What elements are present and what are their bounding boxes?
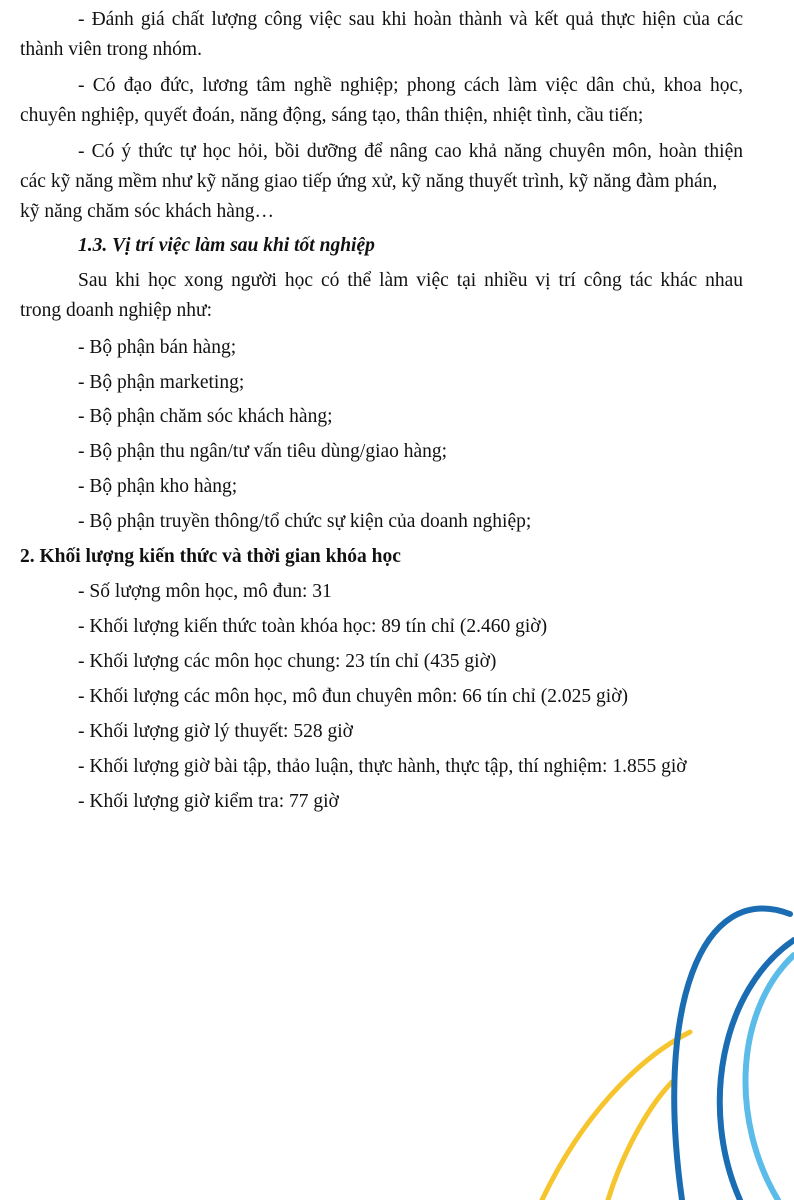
paragraph-line: - Đánh giá chất lượng công việc sau khi hoàn thành và kết quả thực hiện của các — [78, 9, 743, 30]
list-item: - Khối lượng các môn học, mô đun chuyên môn: 66 tín chỉ (2.025 giờ) — [78, 686, 629, 707]
blue-arc-outer — [674, 909, 790, 1200]
list-item: - Bộ phận thu ngân/tư vấn tiêu dùng/giao hàng; — [78, 441, 448, 462]
list-item: - Khối lượng các môn học chung: 23 tín chỉ (435 giờ) — [78, 651, 497, 672]
section-heading: 1.3. Vị trí việc làm sau khi tốt nghiệp — [78, 235, 375, 256]
list-item: - Khối lượng giờ kiểm tra: 77 giờ — [78, 791, 339, 812]
list-item: - Số lượng môn học, mô đun: 31 — [78, 581, 332, 602]
list-item: - Bộ phận marketing; — [78, 372, 245, 393]
list-item: - Bộ phận bán hàng; — [78, 337, 237, 358]
paragraph-line: các kỹ năng mềm như kỹ năng giao tiếp ứng xử, kỹ năng thuyết trình, kỹ năng đàm phán, — [20, 171, 718, 192]
paragraph-line: - Có ý thức tự học hỏi, bồi dưỡng để nâng cao khả năng chuyên môn, hoàn thiện — [78, 141, 743, 162]
yellow-arc-inner — [608, 1082, 672, 1200]
paragraph-line: thành viên trong nhóm. — [20, 39, 202, 60]
list-item: - Khối lượng giờ bài tập, thảo luận, thực hành, thực tập, thí nghiệm: 1.855 giờ — [78, 756, 687, 777]
light-blue-arc — [745, 955, 794, 1200]
list-item: - Bộ phận chăm sóc khách hàng; — [78, 406, 333, 427]
paragraph-line: - Có đạo đức, lương tâm nghề nghiệp; phong cách làm việc dân chủ, khoa học, — [78, 75, 743, 96]
section-heading: 2. Khối lượng kiến thức và thời gian khóa học — [20, 546, 401, 567]
paragraph-line: Sau khi học xong người học có thể làm việc tại nhiều vị trí công tác khác nhau — [78, 270, 743, 291]
paragraph-line: trong doanh nghiệp như: — [20, 300, 213, 321]
paragraph-line: kỹ năng chăm sóc khách hàng… — [20, 201, 274, 222]
list-item: - Khối lượng giờ lý thuyết: 528 giờ — [78, 721, 353, 742]
list-item: - Khối lượng kiến thức toàn khóa học: 89 tín chỉ (2.460 giờ) — [78, 616, 548, 637]
list-item: - Bộ phận truyền thông/tổ chức sự kiện của doanh nghiệp; — [78, 511, 532, 532]
paragraph-line: chuyên nghiệp, quyết đoán, năng động, sáng tạo, thân thiện, nhiệt tình, cầu tiến; — [20, 105, 644, 126]
list-item: - Bộ phận kho hàng; — [78, 476, 238, 497]
